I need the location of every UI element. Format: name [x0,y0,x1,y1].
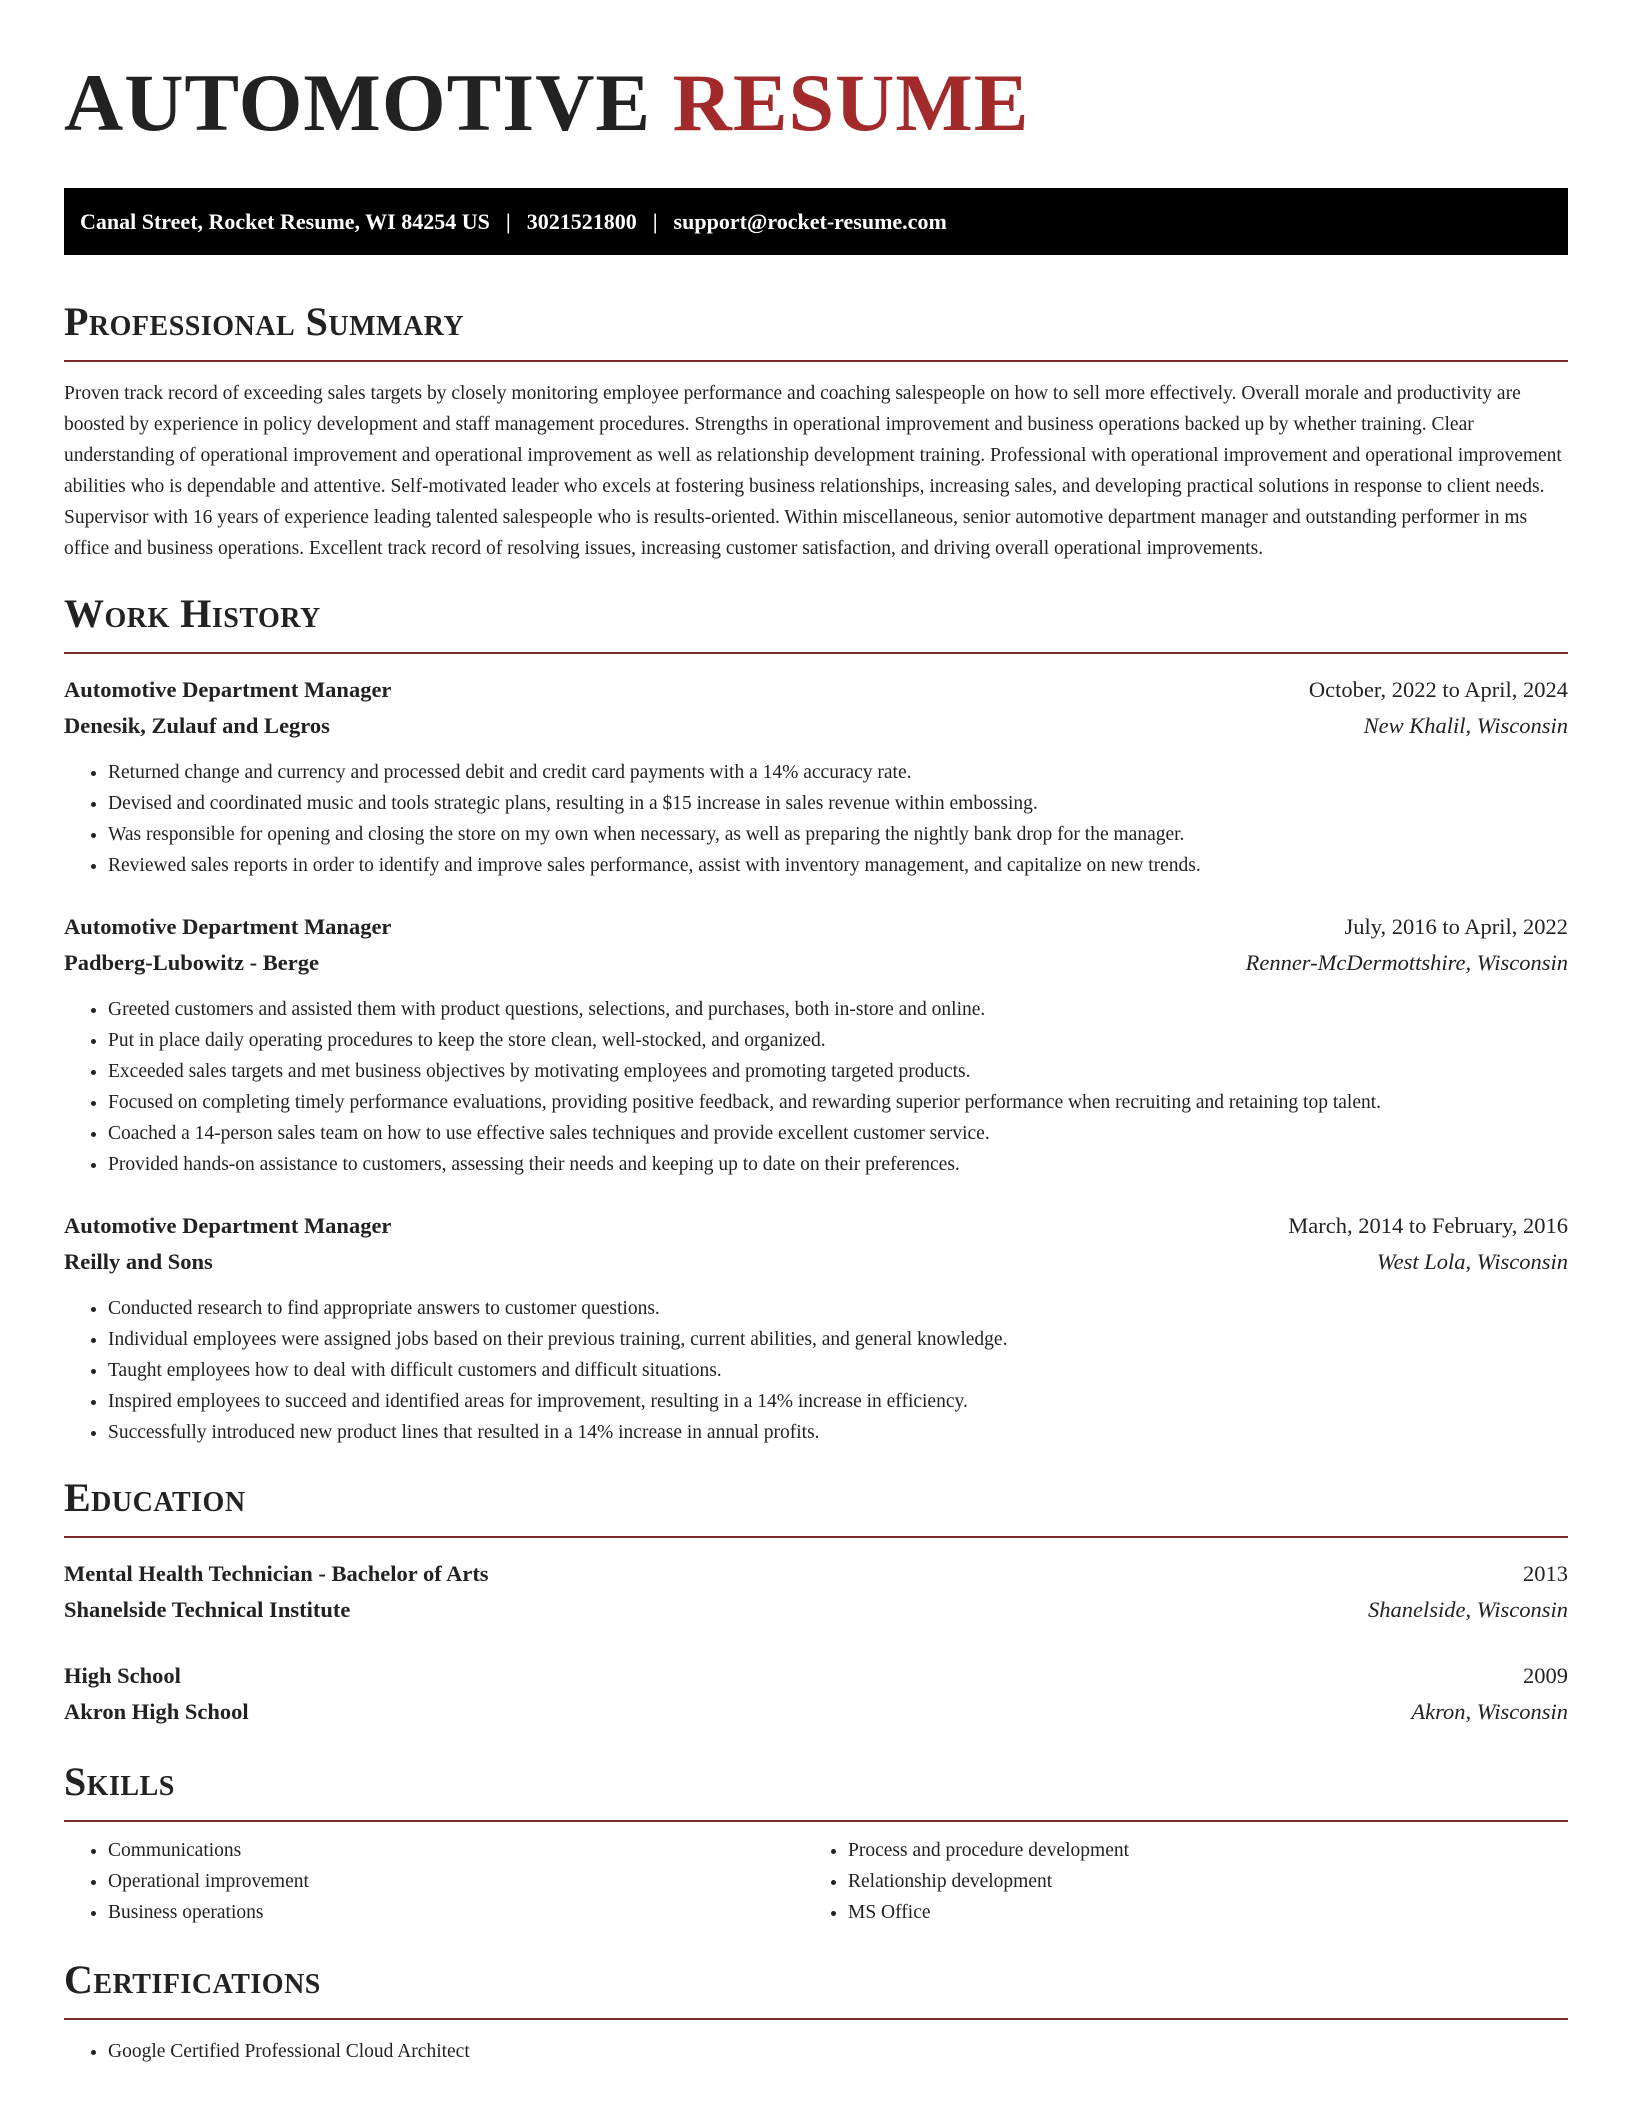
job-bullet: • Taught employees how to deal with difficult customers and difficult situations. [108,1355,1568,1386]
job-location: West Lola, Wisconsin [1376,1249,1568,1274]
education-school: Shanelside Technical Institute [64,1597,351,1622]
job-bullet: • Provided hands-on assistance to customers, assessing their needs and keeping up to date on their preferences. [108,1149,1568,1180]
job-dates: October, 2022 to April, 2024 [1308,677,1568,702]
education-degree: High School [64,1663,181,1688]
education-header-row [64,1658,1568,1694]
job-bullet: • Coached a 14-person sales team on how to use effective sales techniques and provide excellent customer service. [108,1118,1568,1149]
job-location: Renner-McDermottshire, Wisconsin [1245,950,1568,975]
job-location: New Khalil, Wisconsin [1363,713,1568,738]
job-bullet: • Was responsible for opening and closing the store on my own when necessary, as well as preparing the nightly bank drop for the manager. [108,819,1568,850]
title-main: AUTOMOTIVE [64,57,652,148]
job-bullet: • Returned change and currency and processed debit and credit card payments with a 14% accuracy rate. [108,757,1568,788]
certification-item: • Google Certified Professional Cloud Architect [108,2036,1568,2067]
skills-section [64,1758,1568,1928]
job-title: Automotive Department Manager [64,914,392,939]
contact-bar [64,188,1568,255]
job-bullet: • Exceeded sales targets and met business objectives by motivating employees and promoting targeted products. [108,1056,1568,1087]
job-bullets [64,1293,1568,1448]
education-location: Akron, Wisconsin [1411,1699,1568,1724]
job-header-row [64,1208,1568,1244]
job-company-row [64,708,1568,744]
contact-phone[interactable]: 3021521800 [526,208,637,234]
job-company: Denesik, Zulauf and Legros [64,713,330,738]
job-entry [64,909,1568,1180]
job-bullet: • Devised and coordinated music and tools strategic plans, resulting in a $15 increase in sales revenue within embossing. [108,788,1568,819]
skills-column-left [64,1835,804,1928]
certifications-list [64,2036,1568,2067]
education-section [64,1474,1568,1730]
summary-text: Proven track record of exceeding sales targets by closely monitoring employee performance and coaching salespeople on how to sell more effectively. Overall morale and productivity are boosted by experience in policy development and staff management procedures. Strengths in operational improvement and business operations backed up by whether training. Clear understanding of operational improvement and operational improvement as well as relationship development training. Professional with operational improvement and operational improvement abilities who is dependable and attentive. Self-motivated leader who excels at fostering business relationships, increasing sales, and developing practical solutions in response to client needs. Supervisor with 16 years of experience leading talented salespeople who is results-oriented. Within miscellaneous, senior automotive department manager and outstanding performer in ms office and business operations. Excellent track record of resolving issues, increasing customer satisfaction, and driving overall operational improvements. [64,383,1562,559]
section-heading-education: Education [64,1475,246,1520]
section-divider [64,2018,1568,2020]
skill-item: • Relationship development [848,1866,1544,1897]
education-entry [64,1556,1568,1628]
professional-summary-section [64,298,1568,564]
job-bullet: • Reviewed sales reports in order to identify and improve sales performance, assist with inventory management, and capitalize on new trends. [108,850,1568,881]
job-dates: July, 2016 to April, 2022 [1344,914,1568,939]
job-bullet: • Greeted customers and assisted them with product questions, selections, and purchases, both in-store and online. [108,994,1568,1025]
skills-grid [64,1835,1568,1928]
job-company: Padberg-Lubowitz - Berge [64,950,319,975]
contact-separator: | [652,208,658,234]
contact-address: Canal Street, Rocket Resume, WI 84254 US [80,208,490,234]
education-degree: Mental Health Technician - Bachelor of Arts [64,1561,489,1586]
job-bullet: • Inspired employees to succeed and identified areas for improvement, resulting in a 14% increase in efficiency. [108,1386,1568,1417]
job-bullet: • Focused on completing timely performance evaluations, providing positive feedback, and rewarding superior performance when recruiting and retaining top talent. [108,1087,1568,1118]
education-year: 2013 [1523,1561,1568,1586]
section-divider [64,1536,1568,1538]
job-company-row [64,945,1568,981]
job-bullets [64,757,1568,881]
job-header-row [64,672,1568,708]
skills-column-right [804,1835,1544,1928]
certifications-section [64,1956,1568,2067]
skill-item: • Process and procedure development [848,1835,1544,1866]
education-location: Shanelside, Wisconsin [1368,1597,1568,1622]
work-history-section [64,590,1568,1448]
section-heading-work: Work History [64,591,321,636]
skill-item: • Business operations [108,1897,804,1928]
section-divider [64,1820,1568,1822]
job-entry [64,1208,1568,1448]
education-school-row [64,1592,1568,1628]
job-title: Automotive Department Manager [64,1213,392,1238]
job-bullets [64,994,1568,1180]
education-school-row [64,1694,1568,1730]
skill-item: • Operational improvement [108,1866,804,1897]
job-bullet: • Individual employees were assigned jobs based on their previous training, current abilities, and general knowledge. [108,1324,1568,1355]
contact-separator: | [505,208,511,234]
section-heading-summary: Professional Summary [64,299,465,344]
title-accent: RESUME [672,57,1030,148]
section-divider [64,652,1568,654]
skill-item: • Communications [108,1835,804,1866]
education-entry [64,1658,1568,1730]
job-dates: March, 2014 to February, 2016 [1288,1213,1568,1238]
section-heading-skills: Skills [64,1759,175,1804]
job-header-row [64,909,1568,945]
education-year: 2009 [1523,1663,1568,1688]
job-company-row [64,1244,1568,1280]
job-bullet: • Put in place daily operating procedures to keep the store clean, well-stocked, and organized. [108,1025,1568,1056]
section-heading-certifications: Certifications [64,1957,321,2002]
job-bullet: • Successfully introduced new product lines that resulted in a 14% increase in annual profits. [108,1417,1568,1448]
job-bullet: • Conducted research to find appropriate answers to customer questions. [108,1293,1568,1324]
section-divider [64,360,1568,362]
resume-title [64,58,1568,148]
job-entry [64,672,1568,881]
skill-item: • MS Office [848,1897,1544,1928]
job-title: Automotive Department Manager [64,677,392,702]
resume-page [64,0,1568,2067]
contact-email[interactable]: support@rocket-resume.com [673,208,947,234]
education-school: Akron High School [64,1699,249,1724]
job-company: Reilly and Sons [64,1249,213,1274]
education-header-row [64,1556,1568,1592]
